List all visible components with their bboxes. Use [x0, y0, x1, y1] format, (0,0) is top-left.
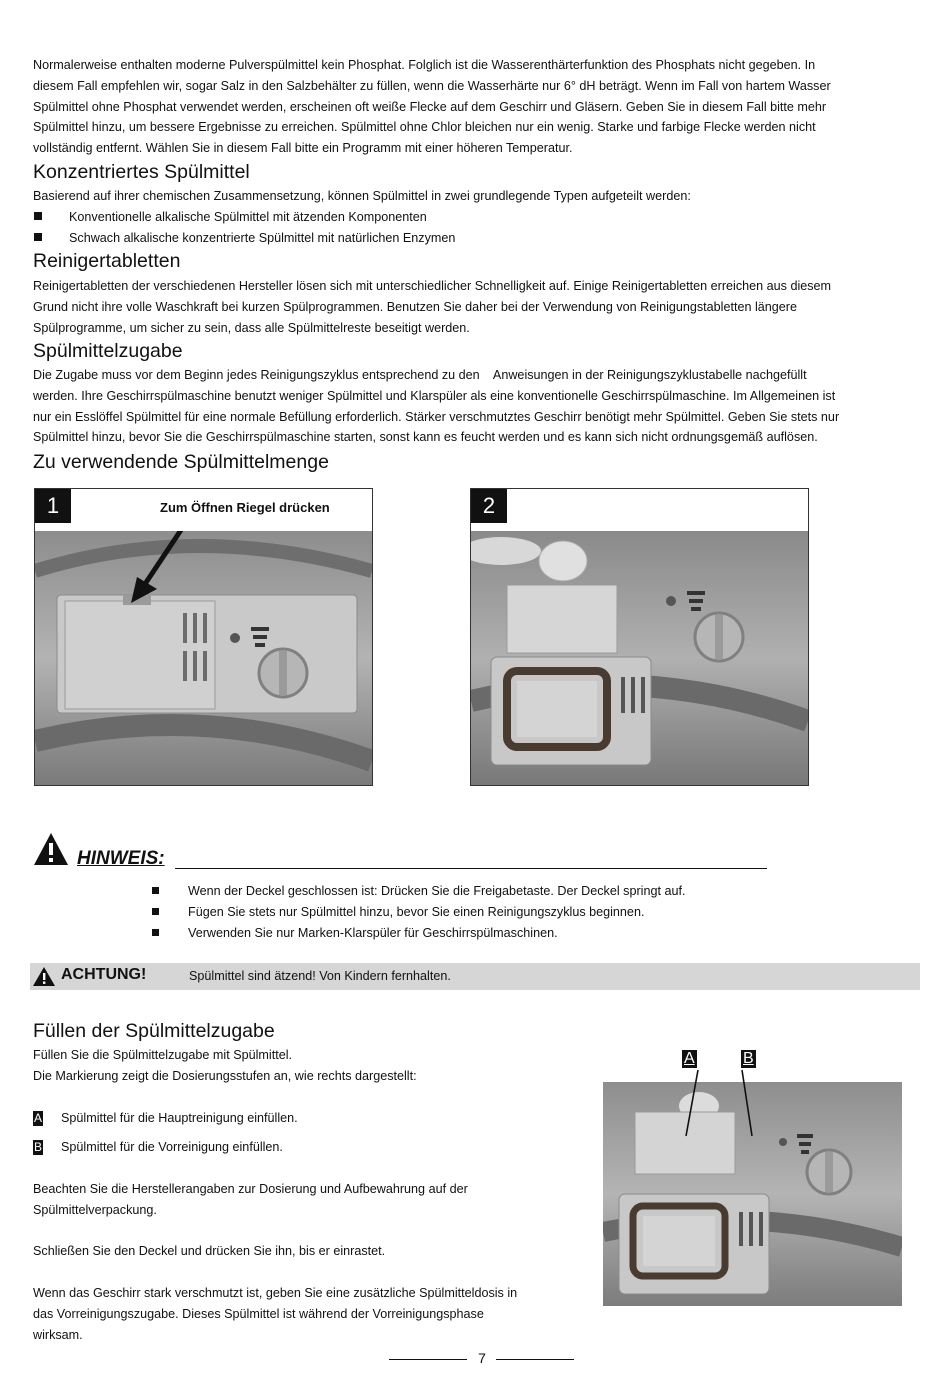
tabletten-line: Spülprogramme, um sicher zu sein, dass alle Spülmittelreste beseitigt werden.	[33, 320, 470, 335]
intro-line: Spülmittel ohne Phosphat verwendet werden, erscheinen oft weiße Flecke auf dem Geschirr und Gläsern. Geben Sie in diesem Fall bitte mehr	[33, 99, 827, 114]
tabletten-line: Grund nicht ihre volle Waschkraft bei kurzen Spülprogrammen. Benutzen Sie daher bei der Verwendung von Reinigungstabletten längere	[33, 299, 798, 314]
fuellen-a-text: Spülmittel für die Hauptreinigung einfüllen.	[61, 1111, 298, 1125]
tag-a: A	[34, 1111, 43, 1125]
fuellen-line: Die Markierung zeigt die Dosierungsstufen an, wie rechts dargestellt:	[33, 1069, 417, 1083]
zugabe-line: Die Zugabe muss vor dem Beginn jedes Reinigungszyklus entsprechend zu den Anweisungen in der Reinigungszyklustabelle nachgefüllt	[33, 368, 807, 382]
footer-rule-left	[389, 1359, 467, 1360]
intro-line: diesem Fall empfehlen wir, sogar Salz in den Salzbehälter zu füllen, wenn die Wasserhärte nur 6° dH beträgt. Wenn im Fall von hartem Wasser	[33, 78, 831, 93]
heading-menge: Zu verwendende Spülmittelmenge	[33, 451, 329, 473]
achtung-banner	[30, 963, 920, 990]
zugabe-paragraph	[33, 365, 923, 448]
zugabe-line: werden. Ihre Geschirrspülmaschine benutzt weniger Spülmittel und Klarspüler als eine konventionelle Geschirrspülmaschine. Im Allgemeinen ist	[33, 388, 836, 403]
fuellen-paragraph	[33, 1179, 593, 1221]
hinweis-item: Verwenden Sie nur Marken-Klarspüler für Geschirrspülmaschinen.	[188, 926, 558, 940]
achtung-label: ACHTUNG!	[61, 966, 147, 983]
bullet-marker	[152, 929, 159, 936]
fuellen-paragraph	[33, 1283, 593, 1345]
footer-rule-right	[496, 1359, 574, 1360]
heading-fuellen: Füllen der Spülmittelzugabe	[33, 1020, 275, 1042]
fuellen-p5-line: wirksam.	[33, 1327, 83, 1342]
intro-line: vollständig entfernt. Wählen Sie in diesem Fall bitte ein Programm mit einer höheren Temperatur.	[33, 141, 573, 156]
label-pointer-lines	[680, 1068, 770, 1140]
konzentriert-item: Konventionelle alkalische Spülmittel mit ätzenden Komponenten	[69, 210, 427, 224]
photo-dispenser-closed	[34, 488, 373, 786]
intro-line: Spülmittel hinzu, um bessere Ergebnisse zu erreichen. Spülmittel ohne Chlor bleichen nur ein wenig. Starke und farbige Flecke werden nicht	[33, 120, 816, 135]
fuellen-p3-line: Spülmittelverpackung.	[33, 1202, 157, 1217]
hinweis-item: Fügen Sie stets nur Spülmittel hinzu, bevor Sie einen Reinigungszyklus beginnen.	[188, 905, 645, 919]
photo-number: 2	[471, 489, 507, 523]
hinweis-item: Wenn der Deckel geschlossen ist: Drücken Sie die Freigabetaste. Der Deckel springt auf.	[188, 884, 686, 898]
label-a: A	[684, 1050, 695, 1067]
fuellen-p3-line: Beachten Sie die Herstellerangaben zur Dosierung und Aufbewahrung auf der	[33, 1182, 468, 1196]
tabletten-line: Reinigertabletten der verschiedenen Hersteller lösen sich mit unterschiedlicher Schnelligkeit auf. Einige Reinigertabletten erreichen aus diesem	[33, 279, 832, 293]
photo-dispenser-open	[470, 488, 809, 786]
photo-number: 1	[35, 489, 71, 523]
tabletten-paragraph	[33, 276, 923, 338]
warning-icon	[33, 832, 69, 866]
warning-icon	[33, 967, 55, 986]
fuellen-line: Füllen Sie die Spülmittelzugabe mit Spülmittel.	[33, 1048, 292, 1062]
dispenser-closed-illustration	[35, 531, 372, 785]
bullet-marker	[152, 887, 159, 894]
achtung-text: Spülmittel sind ätzend! Von Kindern fernhalten.	[189, 969, 451, 983]
bullet-marker	[152, 908, 159, 915]
zugabe-line: nur ein Esslöffel Spülmittel für eine normale Befüllung erforderlich. Stärker verschmutztes Geschirr benötigt mehr Spülmittel. Geben Sie stets nur	[33, 409, 840, 424]
fuellen-p5-line: das Vorreinigungszugabe. Dieses Spülmittel ist während der Vorreinigungsphase	[33, 1306, 484, 1321]
bullet-marker	[34, 212, 42, 220]
intro-paragraph	[33, 55, 923, 159]
photo-caption: Zum Öffnen Riegel drücken	[160, 500, 330, 515]
dispenser-open-illustration	[471, 531, 808, 785]
tag-b: B	[34, 1140, 43, 1154]
label-b: B	[743, 1050, 754, 1067]
fuellen-b-text: Spülmittel für die Vorreinigung einfüllen.	[61, 1140, 283, 1154]
page-number: 7	[478, 1350, 486, 1366]
konzentriert-item: Schwach alkalische konzentrierte Spülmittel mit natürlichen Enzymen	[69, 231, 456, 245]
intro-line: Normalerweise enthalten moderne Pulverspülmittel kein Phosphat. Folglich ist die Wasserenthärterfunktion des Phosphats nicht gegeben. In	[33, 58, 816, 72]
bullet-marker	[34, 233, 42, 241]
hinweis-rule	[175, 868, 767, 869]
fuellen-p5-line: Wenn das Geschirr stark verschmutzt ist, geben Sie eine zusätzliche Spülmitteldosis in	[33, 1286, 518, 1300]
konzentriert-text: Basierend auf ihrer chemischen Zusammensetzung, können Spülmittel in zwei grundlegende Typen aufgeteilt werden:	[33, 189, 691, 203]
heading-zugabe: Spülmittelzugabe	[33, 340, 183, 362]
zugabe-line: Spülmittel hinzu, bevor Sie die Geschirrspülmaschine starten, sonst kann es feucht werden und es kann sich nicht ordnungsgemäß auflösen.	[33, 430, 818, 445]
fuellen-p4: Schließen Sie den Deckel und drücken Sie ihn, bis er einrastet.	[33, 1244, 386, 1258]
heading-tabletten: Reinigertabletten	[33, 250, 181, 272]
hinweis-title: HINWEIS:	[77, 848, 165, 869]
heading-konzentriert: Konzentriertes Spülmittel	[33, 161, 250, 183]
